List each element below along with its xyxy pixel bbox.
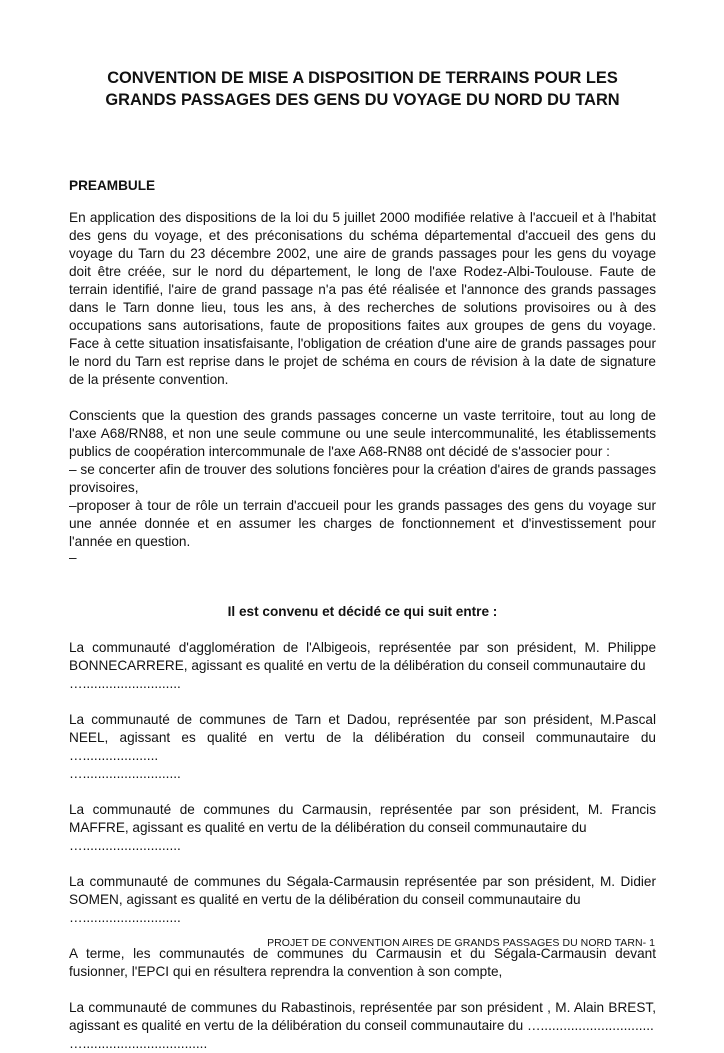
party-segala-carmausin-date-blank: …..........................	[69, 910, 181, 925]
party-albigeois-date-blank: …..........................	[69, 676, 181, 691]
document-page	[69, 67, 656, 1053]
preambule-intro-paragraph: En application des dispositions de la loi du 5 juillet 2000 modifiée relative à l'accueil et à l'habitat des gens du voyage, et des préconisations du schéma départemental d'accueil des gens du voyage du Tarn du 23 décembre 2002, une aire de grands passages pour les gens du voyage doit être créée, sur le nord du département, le long de l'axe Rodez-Albi-Toulouse. Faute de terrain identifié, l'aire de grand passage n'a pas été réalisée et l'annonce des grands passages dans le Tarn donne lieu, tous les ans, à des recherches de solutions provisoires ou à des occupations sans autorisations, faute de propositions faites aux groupes de gens du voyage. Face à cette situation insatisfaisante, l'obligation de création d'une aire de grands passages pour le nord du Tarn est reprise dans le projet de schéma en cours de révision à la date de signature de la présente convention.	[69, 210, 656, 387]
party-rabastinois-date-blank: ….................................	[69, 1036, 208, 1051]
party-albigeois-text: La communauté d'agglomération de l'Albigeois, représentée par son président, M. Philippe BONNECARRERE, agissant es qualité en vertu de la délibération du conseil communautaire du	[69, 640, 656, 673]
merger-paragraph: A terme, les communautés de communes du Carmausin et du Ségala-Carmausin devant fusionner, l'EPCI qui en résultera reprendra la convention à son compte,	[69, 946, 656, 979]
party-albigeois	[69, 639, 656, 693]
list-item-concerter: – se concerter afin de trouver des solutions foncières pour la création d'aires de grands passages provisoires,	[69, 462, 656, 495]
party-rabastinois-text: La communauté de communes du Rabastinois, représentée par son président , M. Alain BREST, agissant es qualité en vertu de la délibération du conseil communautaire du …..............................	[69, 1000, 656, 1033]
party-carmausin-text: La communauté de communes du Carmausin, représentée par son président, M. Francis MAFFRE, agissant es qualité en vertu de la délibération du conseil communautaire du	[69, 802, 656, 835]
agreement-heading: Il est convenu et décidé ce qui suit entre :	[227, 604, 498, 619]
list-item-empty-dash: –	[69, 550, 77, 565]
document-title	[69, 67, 656, 111]
title-line-1: CONVENTION DE MISE A DISPOSITION DE TERRAINS POUR LES	[107, 69, 618, 87]
party-tarn-dadou-date-blank: …..........................	[69, 766, 181, 781]
party-rabastinois	[69, 999, 656, 1053]
party-segala-carmausin	[69, 873, 656, 927]
title-line-2: GRANDS PASSAGES DES GENS DU VOYAGE DU NORD DU TARN	[105, 91, 620, 109]
party-tarn-dadou	[69, 711, 656, 783]
page-footer: PROJET DE CONVENTION AIRES DE GRANDS PASSAGES DU NORD TARN- 1	[267, 937, 655, 949]
party-carmausin	[69, 801, 656, 855]
party-segala-carmausin-text: La communauté de communes du Ségala-Carmausin représentée par son président, M. Didier SOMEN, agissant es qualité en vertu de la délibération du conseil communautaire du	[69, 874, 656, 907]
party-tarn-dadou-text: La communauté de communes de Tarn et Dadou, représentée par son président, M.Pascal NEEL, agissant es qualité en vertu de la délibération du conseil communautaire du …....................	[69, 712, 656, 763]
party-carmausin-date-blank: …..........................	[69, 838, 181, 853]
preambule-heading: PREAMBULE	[69, 178, 156, 193]
list-item-proposer: –proposer à tour de rôle un terrain d'accueil pour les grands passages des gens du voyage sur une année donnée et en assumer les charges de fonctionnement et d'investissement pour l'année en question.	[69, 498, 656, 549]
conscients-paragraph: Conscients que la question des grands passages concerne un vaste territoire, tout au long de l'axe A68/RN88, et non une seule commune ou une seule intercommunalité, les établissements publics de coopération intercommunale de l'axe A68-RN88 ont décidé de s'associer pour :	[69, 408, 656, 459]
